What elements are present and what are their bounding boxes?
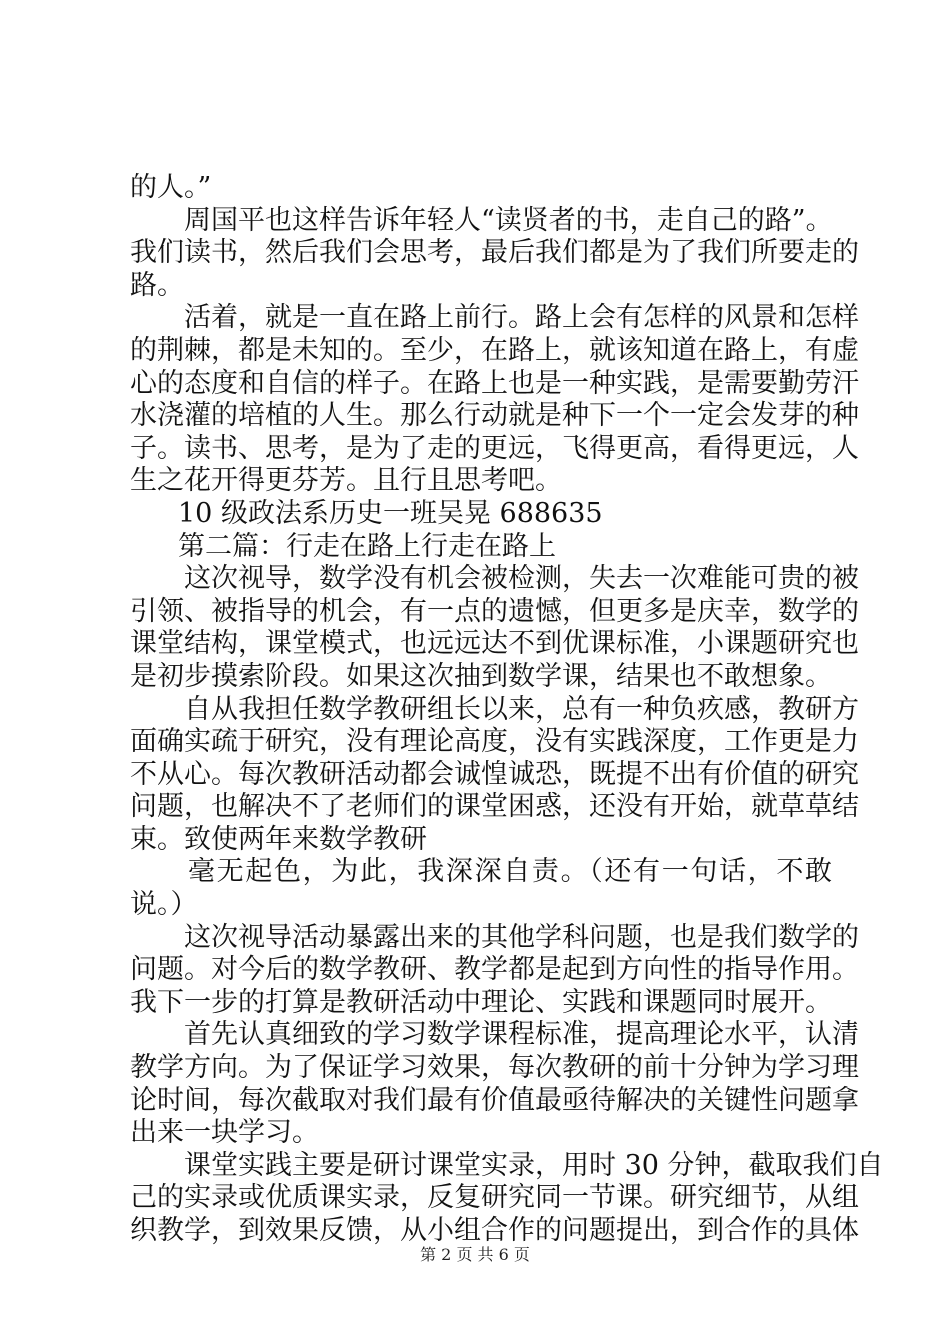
text-line: 不从心。每次教研活动都会诚惶诚恐，既提不出有价值的研究 bbox=[130, 758, 859, 790]
text-line: 自从我担任数学教研组长以来，总有一种负疚感，教研方 bbox=[184, 693, 859, 725]
text-line: 出来一块学习。 bbox=[130, 1117, 319, 1149]
text-line: 束。致使两年来数学教研 bbox=[130, 823, 427, 855]
text-line: 引领、被指导的机会，有一点的遗憾，但更多是庆幸，数学的 bbox=[130, 595, 859, 627]
text-line: 周国平也这样告诉年轻人“读贤者的书，走自己的路”。 bbox=[184, 204, 833, 236]
text-line: 的人。” bbox=[130, 172, 212, 203]
text-line: 心的态度和自信的样子。在路上也是一种实践，是需要勤劳汗 bbox=[130, 367, 859, 399]
text-line: 问题。对今后的数学教研、教学都是起到方向性的指导作用。 bbox=[130, 954, 859, 986]
text-line: 我们读书，然后我们会思考，最后我们都是为了我们所要走的 bbox=[130, 237, 859, 269]
text-line: 首先认真细致的学习数学课程标准，提高理论水平，认清 bbox=[184, 1019, 859, 1051]
text-line: 课堂结构，课堂模式，也远远达不到优课标准，小课题研究也 bbox=[130, 628, 859, 660]
text-line: 是初步摸索阶段。如果这次抽到数学课，结果也不敢想象。 bbox=[130, 660, 832, 692]
text-line: 面确实疏于研究，没有理论高度，没有实践深度，工作更是力 bbox=[130, 726, 859, 758]
text-line: 水浇灌的培植的人生。那么行动就是种下一个一定会发芽的种 bbox=[130, 400, 859, 432]
text-line: 论时间，每次截取对我们最有价值最亟待解决的关键性问题拿 bbox=[130, 1084, 859, 1116]
text-line: 这次视导，数学没有机会被检测，失去一次难能可贵的被 bbox=[184, 563, 859, 595]
text-line: 毫无起色，为此，我深深自责。（还有一句话，不敢 bbox=[188, 856, 832, 888]
text-line: 问题，也解决不了老师们的课堂困惑，还没有开始，就草草结 bbox=[130, 791, 859, 823]
text-line: 说。） bbox=[130, 889, 198, 921]
text-line: 的荆棘，都是未知的。至少，在路上，就该知道在路上，有虚 bbox=[130, 334, 859, 366]
text-line: 生之花开得更芬芳。且行且思考吧。 bbox=[130, 465, 562, 497]
text-line: 教学方向。为了保证学习效果，每次教研的前十分钟为学习理 bbox=[130, 1052, 859, 1084]
section-heading: 第二篇：行走在路上行走在路上 bbox=[178, 530, 556, 562]
body-text bbox=[130, 172, 884, 1248]
page-footer: 第 2 页 共 6 页 bbox=[420, 1245, 530, 1264]
text-line: 己的实录或优质课实录，反复研究同一节课。研究细节，从组 bbox=[130, 1182, 859, 1214]
text-line: 路。 bbox=[130, 269, 184, 301]
text-line: 10 级政法系历史一班吴晃 688635 bbox=[178, 497, 603, 529]
text-line: 这次视导活动暴露出来的其他学科问题，也是我们数学的 bbox=[184, 921, 859, 953]
text-line: 课堂实践主要是研讨课堂实录，用时 30 分钟，截取我们自 bbox=[184, 1149, 884, 1181]
text-line: 子。读书、思考，是为了走的更远，飞得更高，看得更远，人 bbox=[130, 432, 859, 464]
text-line: 活着，就是一直在路上前行。路上会有怎样的风景和怎样 bbox=[184, 302, 859, 334]
text-line: 我下一步的打算是教研活动中理论、实践和课题同时展开。 bbox=[130, 986, 832, 1018]
text-line: 织教学，到效果反馈，从小组合作的问题提出，到合作的具体 bbox=[130, 1215, 859, 1246]
